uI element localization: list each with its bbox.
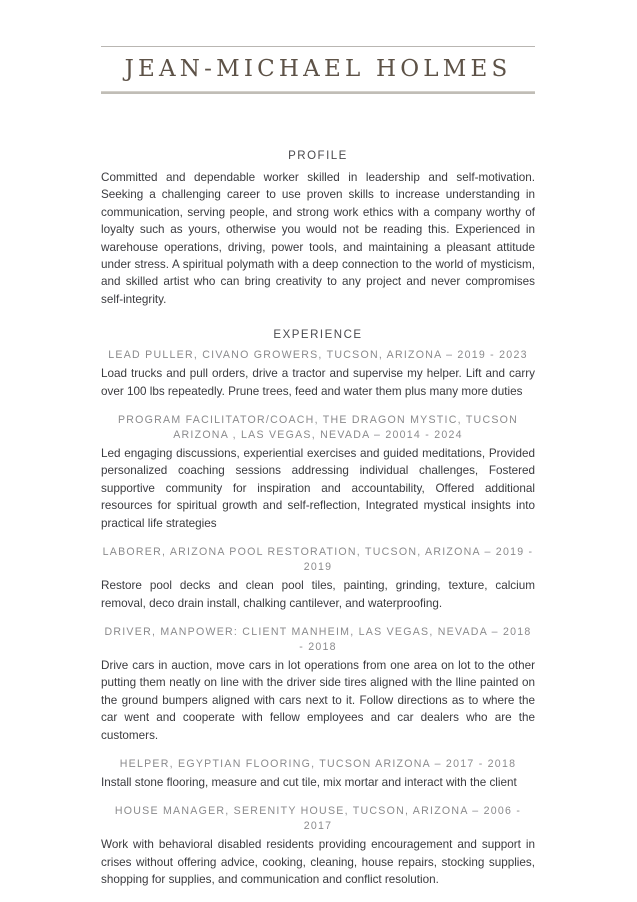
experience-entry-title: LEAD PULLER, CIVANO GROWERS, TUCSON, ARIZONA – 2019 - 2023 xyxy=(108,349,528,362)
profile-section xyxy=(101,150,535,308)
name-header xyxy=(101,46,535,94)
experience-entry-description: Work with behavioral disabled residents providing encouragement and support in crises without offering advice, cooking, cleaning, house repairs, stocking supplies, shopping for supplies, and communication and conflict resolution. xyxy=(101,838,535,887)
experience-entry-description: Restore pool decks and clean pool tiles, painting, grinding, texture, calcium removal, deco drain install, chalking cantilever, and waterproofing. xyxy=(101,579,535,610)
experience-heading: EXPERIENCE xyxy=(273,329,363,342)
experience-entry-title: DRIVER, MANPOWER: CLIENT MANHEIM, LAS VEGAS, NEVADA – 2018 - 2018 xyxy=(104,625,532,653)
experience-entry-description: Drive cars in auction, move cars in lot operations from one area on lot to the other putting them neatly on line with the driver side tires aligned with the lline painted on the ground bumpers aligned with cars next to it. Follow directions as to where the car went and cooperate with fellow employees and car dealers who are the customers. xyxy=(101,658,535,742)
experience-entry-title: PROGRAM FACILITATOR/COACH, THE DRAGON MYSTIC, TUCSON ARIZONA , LAS VEGAS, NEVADA – 20014 - 2024 xyxy=(117,414,519,442)
experience-section xyxy=(101,329,535,888)
experience-entry-title: LABORER, ARIZONA POOL RESTORATION, TUCSON, ARIZONA – 2019 - 2019 xyxy=(102,546,534,574)
experience-entry xyxy=(101,625,535,744)
resume-content xyxy=(101,150,535,902)
experience-entry xyxy=(101,804,535,888)
experience-entry xyxy=(101,545,535,612)
experience-entry xyxy=(101,348,535,400)
experience-entry-description: Install stone flooring, measure and cut tile, mix mortar and interact with the client xyxy=(101,775,517,789)
candidate-name: JEAN-MICHAEL HOLMES xyxy=(124,56,512,82)
experience-entry xyxy=(101,413,535,532)
profile-text: Committed and dependable worker skilled in leadership and self-motivation. Seeking a challenging career to use proven skills to increase understanding in communication, serving people, and strong work ethics with a company worthy of loyalty such as yours, otherwise you would not be reading this. Experienced in warehouse operations, driving, power tools, and maintaining a pleasant attitude under stress. A spiritual polymath with a deep connection to the world of mysticism, and skilled artist who can bring creativity to any project and never compromises self-integrity. xyxy=(101,171,535,306)
experience-entry-title: HOUSE MANAGER, SERENITY HOUSE, TUCSON, ARIZONA – 2006 - 2017 xyxy=(114,805,522,833)
experience-entry-title: HELPER, EGYPTIAN FLOORING, TUCSON ARIZONA – 2017 - 2018 xyxy=(119,757,517,770)
header-rule-bottom xyxy=(101,91,535,94)
experience-entry-description: Load trucks and pull orders, drive a tractor and supervise my helper. Lift and carry over 100 lbs repeatedly. Prune trees, feed and water them plus many more duties xyxy=(101,367,535,398)
profile-heading: PROFILE xyxy=(288,150,348,162)
experience-entry-description: Led engaging discussions, experiential exercises and guided meditations, Provided personalized coaching sessions addressing individual challenges, Fostered supportive community for inspiration and accountability, Offered additional resources for spiritual growth and self-reflection, Integrated mystical insights into practical life strategies xyxy=(101,447,535,530)
experience-entry xyxy=(101,757,535,791)
